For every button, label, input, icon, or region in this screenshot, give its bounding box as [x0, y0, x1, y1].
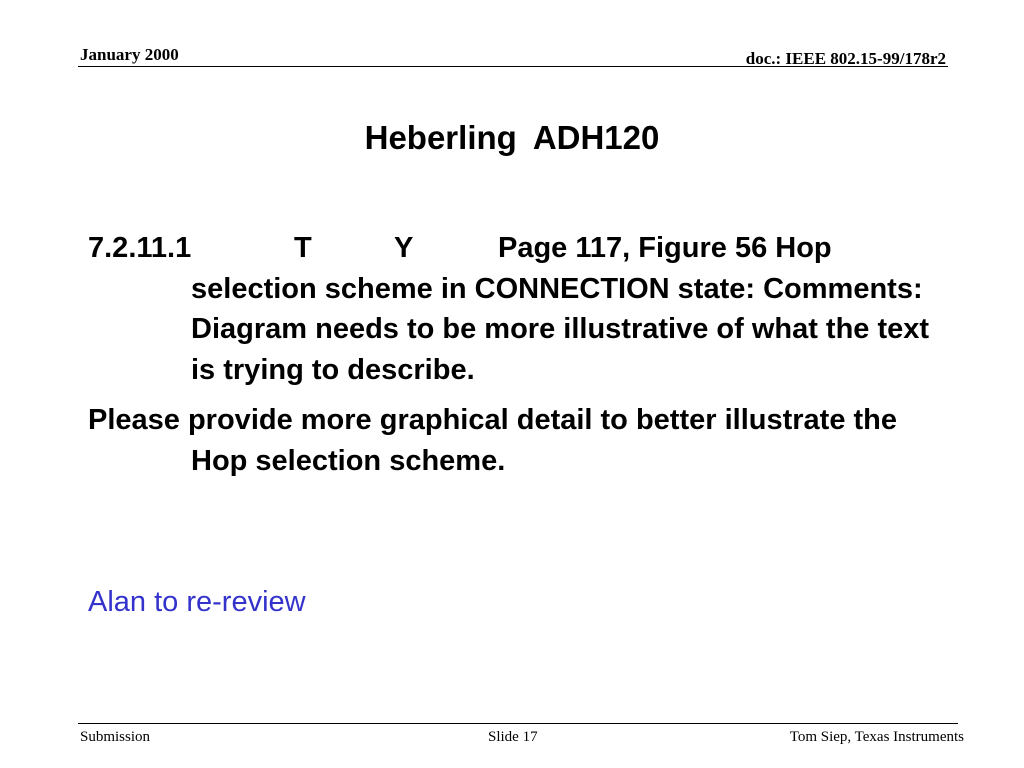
- comment-paragraph: [88, 228, 938, 390]
- comment-must-be-satisfied: Y: [394, 232, 414, 264]
- comment-text: Page 117, Figure 56 Hop selection scheme in CONNECTION state: Comments: Diagram needs to be more illustrative of what the text is trying to describe.: [191, 232, 930, 386]
- header-date: January 2000: [80, 45, 179, 64]
- footer-author: Tom Siep, Texas Instruments: [789, 729, 964, 745]
- title-code: ADH120: [532, 119, 660, 156]
- footer-submission: Submission: [80, 729, 151, 745]
- title-name: Heberling: [364, 119, 517, 156]
- comment-section: 7.2.11.1: [88, 232, 192, 264]
- header-doc-id: doc.: IEEE 802.15-99/178r2: [745, 49, 946, 68]
- comment-type: T: [294, 232, 312, 264]
- suggested-remedy: Please provide more graphical detail to better illustrate the Hop selection scheme.: [88, 404, 898, 477]
- review-note: Alan to re-review: [88, 586, 306, 618]
- footer-divider: [78, 723, 958, 724]
- header-divider: [78, 66, 948, 67]
- slide-title: [0, 116, 1024, 160]
- slide-body: [88, 228, 938, 481]
- footer-slide-number: Slide 17: [488, 729, 538, 745]
